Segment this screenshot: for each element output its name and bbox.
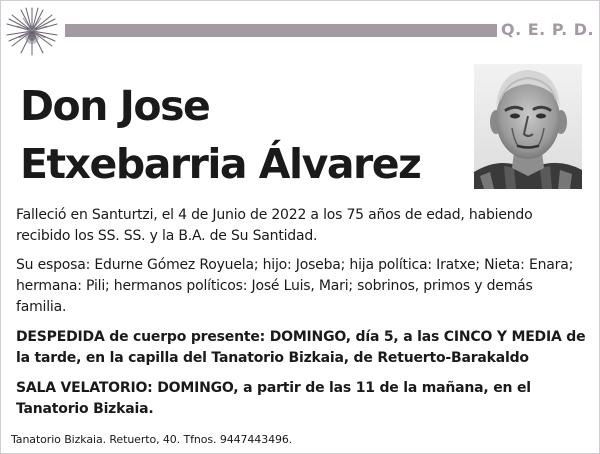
deceased-name-line-1: Don Jose (20, 82, 210, 130)
family-paragraph: Su esposa: Edurne Gómez Royuela; hijo: Joseba; hija política: Iratxe; Nieta: Enara; hermana: Pili; hermanos políticos: José Luis, Mari; sobrinos, primos y demás familia. (16, 257, 574, 315)
farewell-paragraph: DESPEDIDA de cuerpo presente: DOMINGO, día 5, a las CINCO Y MEDIA de la tarde, en la capilla del Tanatorio Bizkaia, de Retuerto-Barakaldo (16, 329, 586, 366)
portrait-photo (474, 64, 582, 189)
header-rule (65, 24, 497, 37)
death-notice-paragraph: Falleció en Santurtzi, el 4 de Junio de 2022 a los 75 años de edad, habiendo recibido los SS. SS. y la B.A. de Su Santidad. (16, 207, 533, 244)
thistle-flower-icon (5, 6, 59, 56)
funeral-home-contact: Tanatorio Bizkaia. Retuerto, 40. Tfnos. 9447443496. (11, 433, 293, 446)
deceased-name-line-2: Etxebarria Álvarez (20, 140, 421, 188)
wake-room-paragraph: SALA VELATORIO: DOMINGO, a partir de las 11 de la mañana, en el Tanatorio Bizkaia. (16, 380, 531, 417)
qepd-label: Q. E. P. D. (501, 20, 595, 39)
